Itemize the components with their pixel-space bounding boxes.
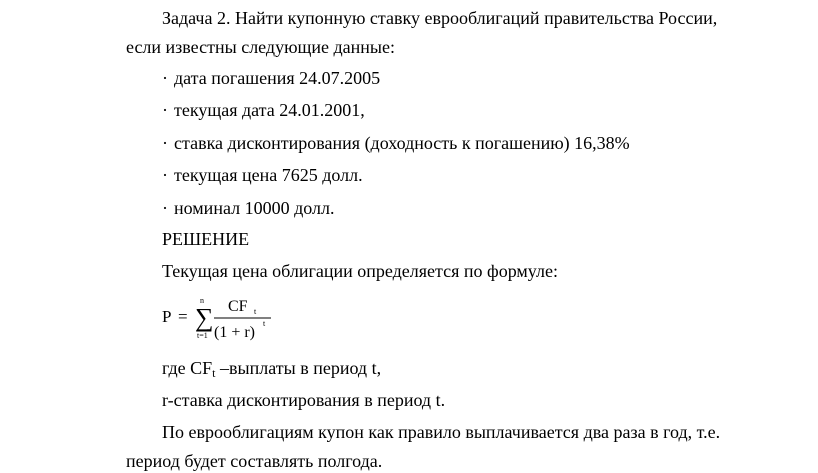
data-item-current-date: [162, 99, 365, 121]
sum-lower-limit: t=1: [197, 331, 208, 340]
data-item-maturity-date: [162, 67, 380, 89]
data-item-text: номинал 10000 долл.: [174, 198, 335, 218]
cf-definition-suffix: –выплаты в период t,: [215, 358, 382, 378]
bullet-icon: ·: [162, 100, 168, 120]
formula-lhs: P: [162, 307, 172, 326]
task-title-line: Задача 2. Найти купонную ставку еврооблигаций правительства России,: [162, 8, 718, 28]
price-formula: [162, 292, 302, 350]
bullet-icon: ·: [162, 165, 168, 185]
data-item-current-price: [162, 164, 363, 186]
formula-denominator: (1 + r): [214, 324, 256, 341]
bullet-icon: ·: [162, 68, 168, 88]
cf-definition-subscript: t: [212, 366, 216, 380]
coupon-paragraph-line2: период будет составлять полгода.: [126, 451, 383, 471]
formula-intro: Текущая цена облигации определяется по формуле:: [162, 261, 558, 281]
bullet-icon: ·: [162, 133, 168, 153]
r-definition: r-ставка дисконтирования в период t.: [162, 390, 446, 410]
coupon-paragraph-line1: По еврооблигациям купон как правило выплачивается два раза в год, т.е.: [162, 422, 721, 442]
sum-upper-limit: n: [200, 296, 204, 305]
cf-definition: [162, 357, 381, 379]
formula-numerator-subscript: t: [254, 307, 257, 316]
bullet-icon: ·: [162, 198, 168, 218]
formula-numerator: CF: [228, 298, 248, 315]
sum-symbol-icon: ∑: [195, 303, 214, 332]
solution-heading: РЕШЕНИЕ: [162, 229, 250, 249]
data-item-text: текущая цена 7625 долл.: [174, 165, 363, 185]
formula-denominator-exponent: t: [263, 319, 266, 328]
formula-equals: =: [178, 307, 188, 326]
task-title-continuation: если известны следующие данные:: [126, 37, 396, 57]
data-item-text: дата погашения 24.07.2005: [174, 68, 381, 88]
data-item-text: ставка дисконтирования (доходность к погашению) 16,38%: [174, 133, 630, 153]
data-item-text: текущая дата 24.01.2001,: [174, 100, 365, 120]
cf-definition-prefix: где CF: [162, 358, 213, 378]
data-item-nominal: [162, 197, 334, 219]
data-item-discount-rate: [162, 132, 630, 154]
